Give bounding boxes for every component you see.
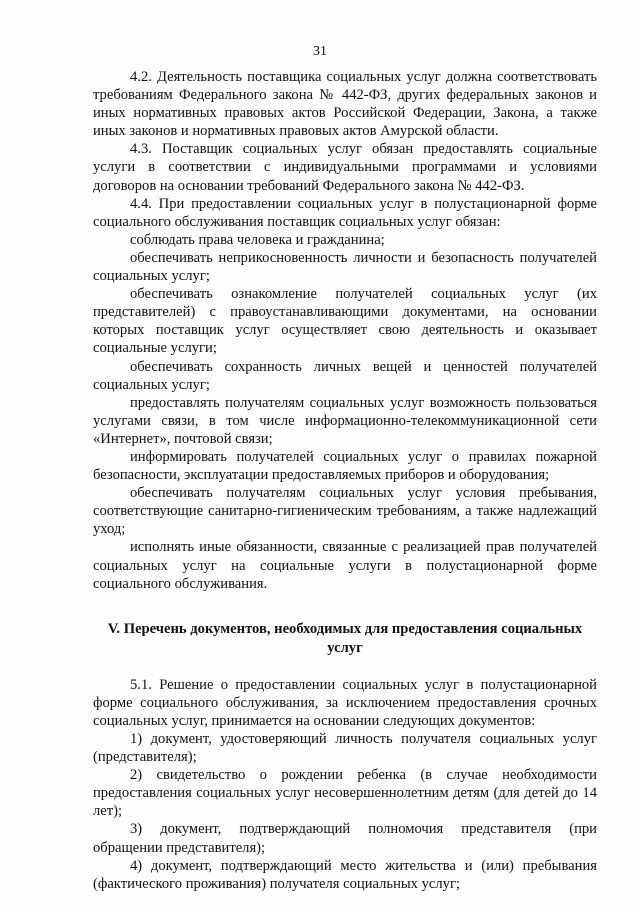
list-item: 4) документ, подтверждающий место жительства и (или) пребывания (фактического проживания) получателя социальных услуг; [93,857,597,892]
list-item: 1) документ, удостоверяющий личность получателя социальных услуг (представителя); [93,731,597,766]
page-number: 31 [313,44,327,59]
list-item: обеспечивать неприкосновенность личности и безопасность получателей социальных услуг; [93,249,597,285]
paragraph: 4.4. При предоставлении социальных услуг в полустационарной форме социального обслуживания поставщик социальных услуг обязан: [93,195,597,230]
paragraph: 5.1. Решение о предоставлении социальных услуг в полустационарной форме социального обслуживания, за исключением предоставления срочных социальных услуг, принимается на основании следующих документов: [93,676,597,729]
paragraph: 4.2. Деятельность поставщика социальных услуг должна соответствовать требованиям Федерального закона № 442-ФЗ, других федеральных законов и иных нормативных правовых актов Российской Федерации, Закона, а также иных законов и нормативных правовых актов Амурской области. [93,69,597,140]
list-item: соблюдать права человека и гражданина; [130,231,385,248]
list-item: 2) свидетельство о рождении ребенка (в случае необходимости предоставления социальных услуг несовершеннолетним детям (для детей до 14 лет); [93,767,597,820]
list-item: обеспечивать ознакомление получателей социальных услуг (их представителей) с правоустанавливающими документами, на основании которых поставщик услуг осуществляет свою деятельность и оказывает социальные услуги; [93,286,597,357]
list-item: 3) документ, подтверждающий полномочия представителя (при обращении представителя); [93,821,597,856]
list-item: предоставлять получателям социальных услуг возможность пользоваться услугами связи, в том числе информационно-телекоммуникационной сети «Интернет», почтовой связи; [93,394,597,447]
page-body [93,68,597,893]
list-item: исполнять иные обязанности, связанные с реализацией прав получателей социальных услуг на социальные услуги в полустационарной форме социального обслуживания. [93,539,597,592]
paragraph: 4.3. Поставщик социальных услуг обязан предоставлять социальные услуги в соответствии с индивидуальными программами и условиями договоров на основании требований Федерального закона № 442-ФЗ. [93,141,597,194]
list-item: информировать получателей социальных услуг о правилах пожарной безопасности, эксплуатации предоставляемых приборов и оборудования; [93,448,597,484]
section-heading: V. Перечень документов, необходимых для предоставления социальных услуг [107,620,583,656]
list-item: обеспечивать сохранность личных вещей и ценностей получателей социальных услуг; [93,358,597,393]
list-item: обеспечивать получателям социальных услуг условия пребывания, соответствующие санитарно-гигиеническим требованиям, а также надлежащий уход; [93,485,597,538]
